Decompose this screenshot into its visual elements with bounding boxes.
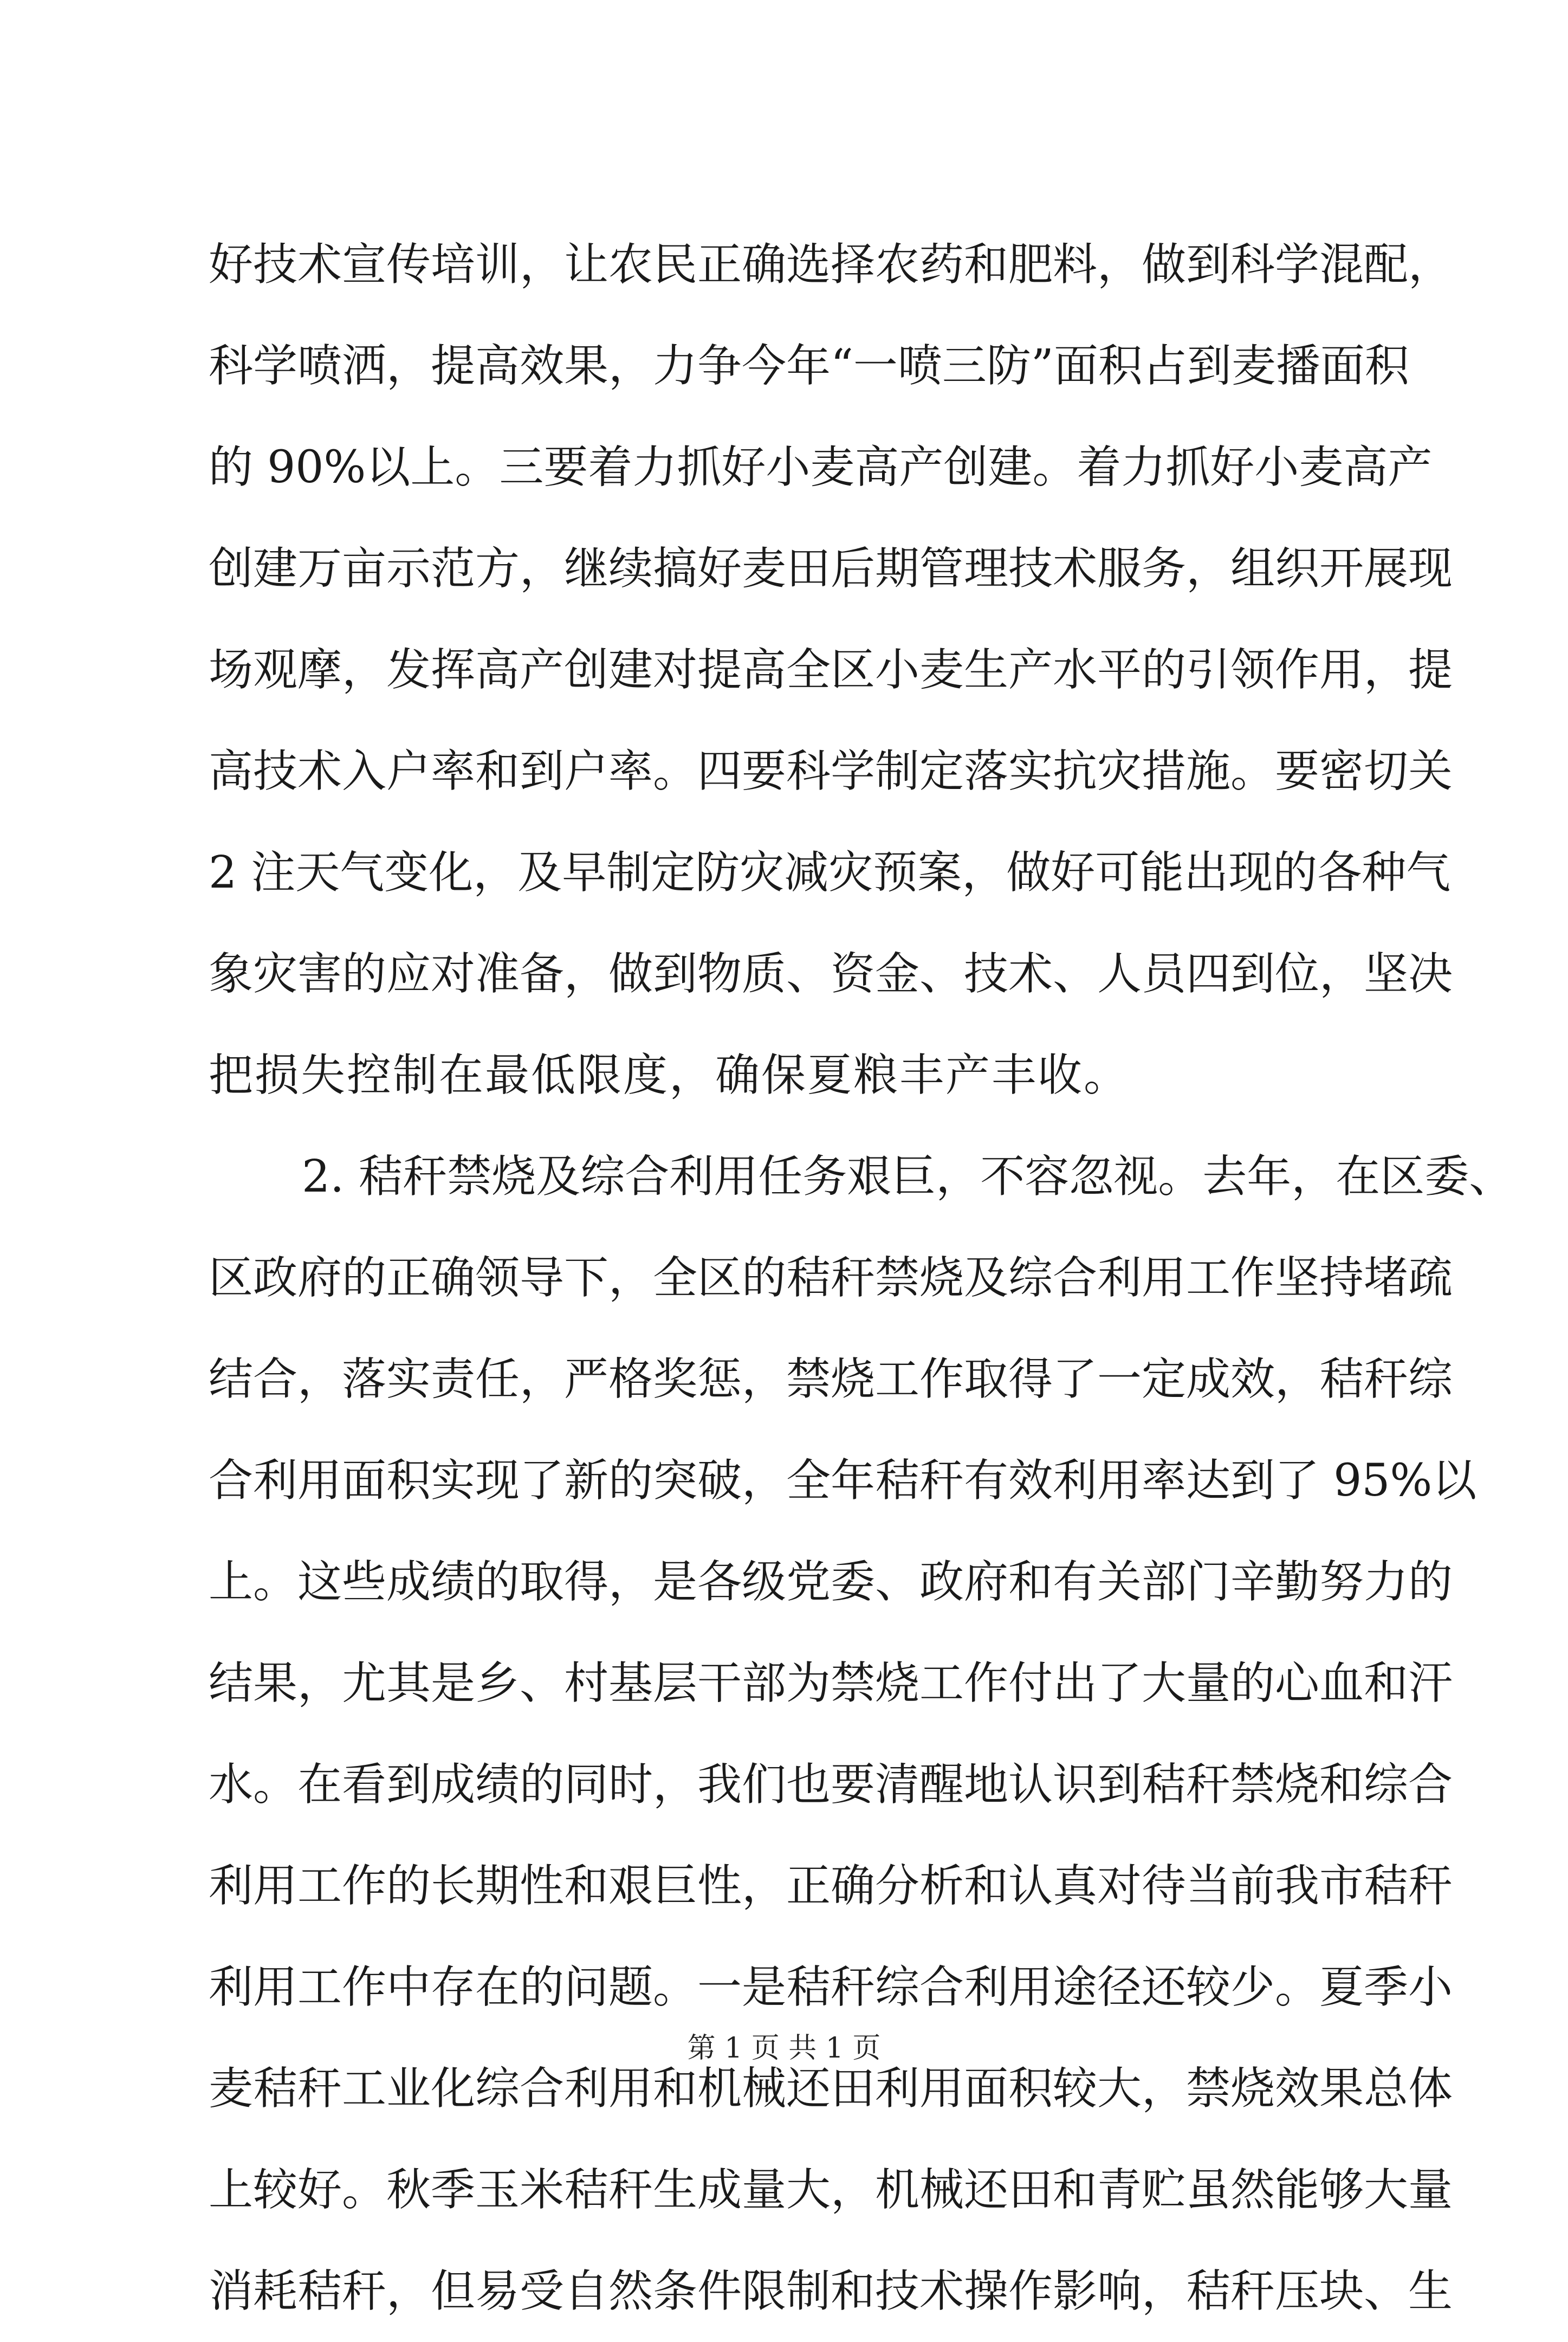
text-line: 的 90%以上。三要着力抓好小麦高产创建。着力抓好小麦高产	[209, 442, 1433, 493]
text-line: 结合，落实责任，严格奖惩，禁烧工作取得了一定成效，秸秆综	[209, 1354, 1453, 1405]
text-line: 好技术宣传培训，让农民正确选择农药和肥料，做到科学混配，	[209, 239, 1453, 290]
text-line: 创建万亩示范方，继续搞好麦田后期管理技术服务，组织开展现	[209, 543, 1453, 594]
text-line: 消耗秸秆，但易受自然条件限制和技术操作影响，秸秆压块、生	[209, 2266, 1453, 2317]
text-line: 把损失控制在最低限度，确保夏粮丰产丰收。	[209, 1050, 1130, 1101]
text-line: 合利用面积实现了新的突破，全年秸秆有效利用率达到了 95%以	[209, 1455, 1477, 1506]
text-line: 场观摩，发挥高产创建对提高全区小麦生产水平的引领作用，提	[209, 644, 1453, 696]
text-line: 区政府的正确领导下，全区的秸秆禁烧及综合利用工作坚持堵疏	[209, 1252, 1453, 1304]
text-line: 上较好。秋季玉米秸秆生成量大，机械还田和青贮虽然能够大量	[209, 2164, 1453, 2216]
text-line: 麦秸秆工业化综合利用和机械还田利用面积较大，禁烧效果总体	[209, 2063, 1453, 2114]
text-line: 上。这些成绩的取得，是各级党委、政府和有关部门辛勤努力的	[209, 1556, 1453, 1608]
text-line: 水。在看到成绩的同时，我们也要清醒地认识到秸秆禁烧和综合	[209, 1759, 1453, 1810]
text-line: 高技术入户率和到户率。四要科学制定落实抗灾措施。要密切关	[209, 746, 1453, 797]
body-text	[209, 214, 1514, 2342]
page-footer: 第 1 页 共 1 页	[687, 2032, 881, 2065]
text-line: 科学喷洒，提高效果，力争今年“一喷三防”面积占到麦播面积	[209, 340, 1409, 392]
text-line: 利用工作中存在的问题。一是秸秆综合利用途径还较少。夏季小	[209, 1962, 1453, 2013]
text-line: 2. 秸秆禁烧及综合利用任务艰巨，不容忽视。去年，在区委、	[302, 1151, 1514, 1202]
text-line: 2 注天气变化，及早制定防灾减灾预案，做好可能出现的各种气	[209, 847, 1451, 898]
text-line: 结果，尤其是乡、村基层干部为禁烧工作付出了大量的心血和汗	[209, 1658, 1453, 1709]
text-line: 象灾害的应对准备，做到物质、资金、技术、人员四到位，坚决	[209, 948, 1453, 1000]
text-line: 利用工作的长期性和艰巨性，正确分析和认真对待当前我市秸秆	[209, 1860, 1453, 1912]
